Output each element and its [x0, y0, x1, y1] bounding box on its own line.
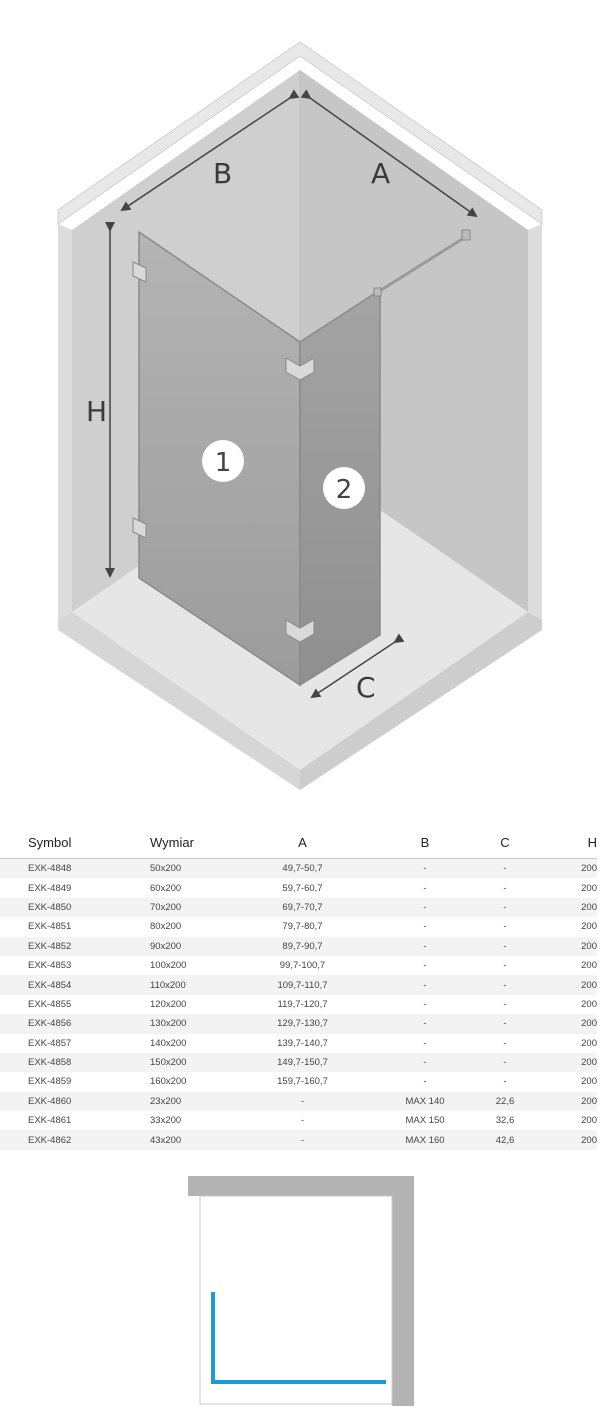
- cell-c: -: [503, 998, 507, 1010]
- cell-wymiar: 90x200: [150, 940, 182, 952]
- cell-wymiar: 23x200: [150, 1095, 182, 1107]
- cell-wymiar: 50x200: [150, 863, 182, 875]
- cell-a: 69,7-70,7: [282, 901, 323, 913]
- cell-symbol: EXK-4862: [28, 1134, 72, 1146]
- cell-h: 200: [581, 921, 597, 933]
- cell-c: -: [503, 882, 507, 894]
- cell-h: 200: [581, 1095, 597, 1107]
- cell-h: 200: [581, 998, 597, 1010]
- cell-c: -: [503, 940, 507, 952]
- panel-1-number: 1: [214, 448, 232, 478]
- cell-c: -: [503, 1076, 507, 1088]
- column-header-wymiar: Wymiar: [150, 834, 194, 850]
- cell-c: -: [503, 921, 507, 933]
- cell-wymiar: 100x200: [150, 960, 187, 972]
- cell-c: 22,6: [495, 1095, 515, 1107]
- cell-wymiar: 60x200: [150, 882, 182, 894]
- cell-b: -: [423, 901, 427, 913]
- cell-wymiar: 33x200: [150, 1115, 182, 1127]
- cell-a: 149,7-150,7: [277, 1057, 328, 1069]
- cell-a: 139,7-140,7: [277, 1037, 328, 1049]
- cell-a: 159,7-160,7: [277, 1076, 328, 1088]
- table-row: [0, 898, 597, 917]
- cell-symbol: EXK-4854: [28, 979, 72, 991]
- column-header-symbol: Symbol: [28, 834, 72, 850]
- column-header-h: H: [587, 834, 597, 850]
- cell-b: -: [423, 921, 427, 933]
- table-row: [0, 917, 597, 936]
- cell-c: -: [503, 1037, 507, 1049]
- cell-h: 200: [581, 940, 597, 952]
- cell-wymiar: 80x200: [150, 921, 182, 933]
- cell-a: 119,7-120,7: [277, 998, 328, 1010]
- cell-b: -: [423, 863, 427, 875]
- cell-c: -: [503, 863, 507, 875]
- cell-a: 59,7-60,7: [282, 882, 323, 894]
- cell-h: 200: [581, 1037, 597, 1049]
- table-row: [0, 1053, 597, 1072]
- table-row: [0, 1072, 597, 1091]
- table-row: [0, 1014, 597, 1033]
- plan-wall-right: [392, 1176, 414, 1406]
- cell-wymiar: 43x200: [150, 1134, 182, 1146]
- cell-a: 99,7-100,7: [279, 960, 326, 972]
- specification-table: [0, 826, 597, 1150]
- cell-symbol: EXK-4850: [28, 901, 72, 913]
- cell-symbol: EXK-4858: [28, 1057, 72, 1069]
- column-header-c: C: [500, 834, 510, 850]
- cell-h: 200: [581, 882, 597, 894]
- cell-symbol: EXK-4849: [28, 882, 72, 894]
- cell-h: 200: [581, 901, 597, 913]
- cell-b: -: [423, 1037, 427, 1049]
- cell-a: -: [300, 1134, 305, 1146]
- cell-b: -: [423, 940, 427, 952]
- cell-a: 49,7-50,7: [282, 863, 323, 875]
- cell-a: -: [300, 1115, 305, 1127]
- cell-h: 200: [581, 1057, 597, 1069]
- panel-2-badge: [323, 467, 365, 509]
- table-row: [0, 956, 597, 975]
- table-row: [0, 975, 597, 994]
- cell-c: -: [503, 979, 507, 991]
- cell-symbol: EXK-4859: [28, 1076, 72, 1088]
- cell-wymiar: 130x200: [150, 1018, 187, 1030]
- cell-h: 200: [581, 960, 597, 972]
- cell-symbol: EXK-4856: [28, 1018, 72, 1030]
- cell-wymiar: 150x200: [150, 1057, 187, 1069]
- cell-wymiar: 140x200: [150, 1037, 187, 1049]
- cell-a: 129,7-130,7: [277, 1018, 328, 1030]
- table-row: [0, 859, 597, 878]
- column-header-b: B: [420, 834, 430, 850]
- cell-h: 200: [581, 1018, 597, 1030]
- cell-symbol: EXK-4848: [28, 863, 72, 875]
- cell-c: -: [503, 901, 507, 913]
- cell-h: 200: [581, 979, 597, 991]
- cell-b: MAX 150: [405, 1115, 445, 1127]
- cell-b: -: [423, 1057, 427, 1069]
- cell-symbol: EXK-4852: [28, 940, 72, 952]
- cell-b: -: [423, 1018, 427, 1030]
- cell-a: -: [300, 1095, 305, 1107]
- cell-a: 89,7-90,7: [282, 940, 323, 952]
- dimension-a-label: A: [371, 157, 391, 190]
- cell-h: 200: [581, 1115, 597, 1127]
- cell-c: 42,6: [495, 1134, 515, 1146]
- cell-h: 200: [581, 1076, 597, 1088]
- plan-floor-outline: [200, 1196, 392, 1404]
- cell-a: 109,7-110,7: [277, 979, 328, 991]
- cell-b: -: [423, 1076, 427, 1088]
- cell-c: 32,6: [495, 1115, 515, 1127]
- dimension-h-label: H: [86, 395, 108, 428]
- cell-b: -: [423, 882, 427, 894]
- column-header-a: A: [298, 834, 307, 850]
- cell-symbol: EXK-4855: [28, 998, 72, 1010]
- cell-h: 200: [581, 863, 597, 875]
- cell-b: -: [423, 998, 427, 1010]
- table-row: [0, 878, 597, 897]
- dimension-c-label: C: [356, 671, 376, 704]
- table-row: [0, 1130, 597, 1149]
- cell-b: -: [423, 960, 427, 972]
- cell-b: MAX 160: [405, 1134, 445, 1146]
- table-row: [0, 1092, 597, 1111]
- cell-wymiar: 70x200: [150, 901, 182, 913]
- cell-symbol: EXK-4861: [28, 1115, 72, 1127]
- cell-b: MAX 140: [405, 1095, 445, 1107]
- panel-2-number: 2: [335, 475, 353, 505]
- panel-1-badge: [202, 440, 244, 482]
- cell-c: -: [503, 960, 507, 972]
- table-row: [0, 937, 597, 956]
- cell-a: 79,7-80,7: [282, 921, 323, 933]
- cell-symbol: EXK-4851: [28, 921, 72, 933]
- cell-h: 200: [581, 1134, 597, 1146]
- plan-wall-top: [188, 1176, 414, 1196]
- cell-symbol: EXK-4853: [28, 960, 72, 972]
- cell-wymiar: 160x200: [150, 1076, 187, 1088]
- cell-symbol: EXK-4860: [28, 1095, 72, 1107]
- table-row: [0, 1111, 597, 1130]
- table-body: [0, 859, 597, 1150]
- cell-wymiar: 110x200: [150, 979, 186, 991]
- cell-c: -: [503, 1018, 507, 1030]
- table-row: [0, 1034, 597, 1053]
- cell-wymiar: 120x200: [150, 998, 187, 1010]
- cell-symbol: EXK-4857: [28, 1037, 72, 1049]
- top-view-plan: [186, 1176, 416, 1406]
- table-row: [0, 995, 597, 1014]
- table-header: [0, 826, 597, 859]
- cell-c: -: [503, 1057, 507, 1069]
- cell-b: -: [423, 979, 427, 991]
- plan-glass-panels: [213, 1292, 386, 1382]
- dimension-b-label: B: [213, 157, 233, 190]
